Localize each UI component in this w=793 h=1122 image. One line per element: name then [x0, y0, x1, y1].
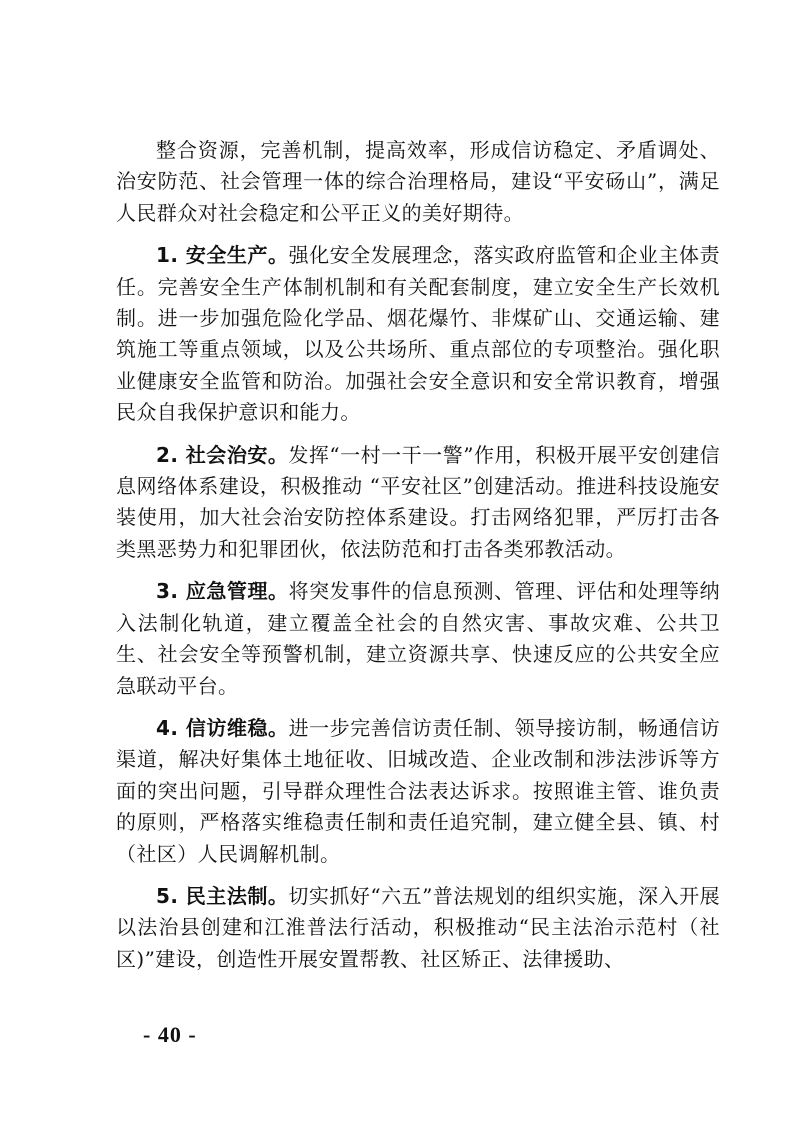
section-text: 强化安全发展理念，落实政府监管和企业主体责任。完善安全生产体制机制和有关配套制度，建立安全生产长效机制。进一步加强危险化学品、烟花爆竹、非煤矿山、交通运输、建筑施工等重点领域，以及公共场所、重点部位的专项整治。强化职业健康安全监管和防治。加强社会安全意识和安全常识教育，增强民众自我保护意识和能力。 [116, 243, 720, 425]
section-text: 将突发事件的信息预测、管理、评估和处理等纳入法制化轨道，建立覆盖全社会的自然灾害、事故灾难、公共卫生、社会安全等预警机制，建立资源共享、快速反应的公共安全应急联动平台。 [116, 579, 720, 698]
section-heading: 2. 社会治安。 [156, 442, 289, 467]
section-heading: 3. 应急管理。 [156, 579, 289, 604]
section-heading: 4. 信访维稳。 [156, 715, 289, 740]
section-democracy-rule-of-law [116, 881, 720, 975]
section-safety-production [116, 240, 720, 428]
section-petition-stability [116, 713, 720, 870]
section-text: 切实抓好“六五”普法规划的组织实施，深入开展以法治县创建和江淮普法行活动，积极推动“民主法治示范村（社区)”建设，创造性开展安置帮教、社区矫正、法律援助、 [116, 883, 720, 971]
section-public-security [116, 440, 720, 566]
body-text [116, 135, 720, 986]
page-number-text: - 40 - [143, 1022, 197, 1047]
section-emergency-management [116, 576, 720, 702]
section-text: 发挥“一村一干一警”作用，积极开展平安创建信息网络体系建设，积极推动 “平安社区”创建活动。推进科技设施安装使用，加大社会治安防控体系建设。打击网络犯罪，严厉打击各类黑恶势力和犯罪团伙，依法防范和打击各类邪教活动。 [116, 442, 720, 561]
section-heading: 1. 安全生产。 [156, 243, 289, 268]
section-heading: 5. 民主法制。 [156, 883, 289, 908]
intro-paragraph-text: 整合资源，完善机制，提高效率，形成信访稳定、矛盾调处、治安防范、社会管理一体的综合治理格局，建设“平安砀山”，满足人民群众对社会稳定和公平正义的美好期待。 [116, 138, 720, 225]
section-text: 进一步完善信访责任制、领导接访制，畅通信访渠道，解决好集体土地征收、旧城改造、企业改制和涉法涉诉等方面的突出问题，引导群众理性合法表达诉求。按照谁主管、谁负责的原则，严格落实维稳责任制和责任追究制，建立健全县、镇、村（社区）人民调解机制。 [116, 715, 720, 866]
intro-paragraph [116, 135, 720, 229]
